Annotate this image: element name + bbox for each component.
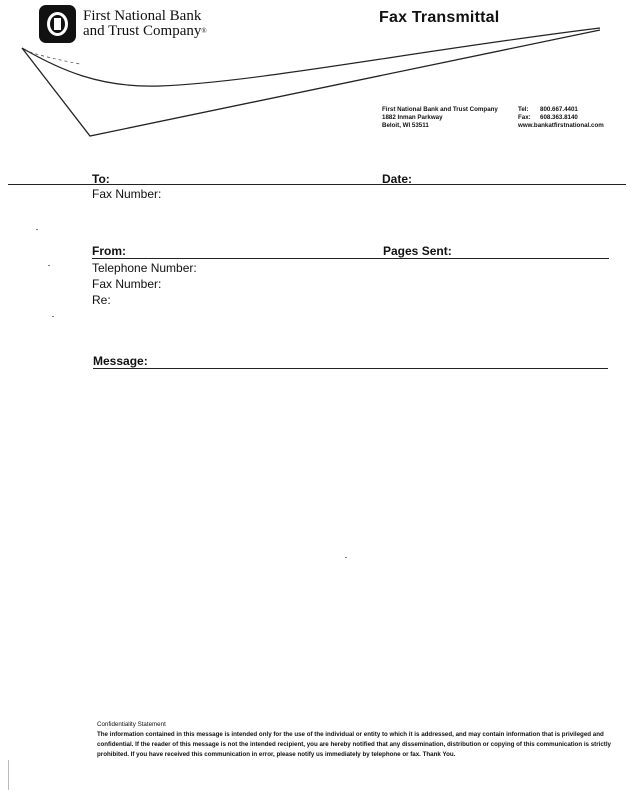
re-label: Re: [92,293,111,307]
to-date-rule[interactable] [8,184,626,185]
fax-value: 608.363.8140 [540,114,578,121]
bank-name [83,9,207,39]
to-fax-number-label: Fax Number: [92,187,162,201]
fax-label: Fax: [518,114,531,121]
bank-contact [518,106,604,130]
bank-address [382,106,498,130]
scan-speck [345,557,347,558]
pages-sent-label: Pages Sent: [383,244,452,258]
bank-name-line2: and Trust Company [83,23,202,39]
confidentiality-heading: Confidentiality Statement [97,721,166,728]
scan-speck [48,265,50,266]
scan-speck [52,316,54,317]
address-line3: Beloit, WI 53511 [382,122,429,129]
tel-value: 800.667.4401 [540,106,578,113]
scan-speck [36,229,38,230]
registered-mark: ® [201,27,207,35]
date-label: Date: [382,172,413,186]
scan-edge [8,760,9,790]
message-rule[interactable] [93,368,608,369]
from-label: From: [92,244,126,258]
bank-logo-icon [39,5,76,43]
tel-label: Tel: [518,106,529,113]
to-label: To: [92,172,110,186]
address-line1: First National Bank and Trust Company [382,106,498,113]
message-label: Message: [93,354,148,368]
from-fax-number-label: Fax Number: [92,277,162,291]
confidentiality-statement [97,720,612,760]
confidentiality-body: The information contained in this message is intended only for the use of the individual or entity to which it is addressed, and may contain information that is privileged and confidential. If the reader of this message is not the intended recipient, you are hereby notified that any dissemination, distribution or copying of this communication is strictly prohibited. If you have received this communication in error, please notify us immediately by telephone or fax. Thank You. [97,731,611,758]
telephone-number-label: Telephone Number: [92,261,197,275]
from-pages-rule[interactable] [92,258,609,259]
document-title: Fax Transmittal [379,9,500,26]
address-line2: 1882 Inman Parkway [382,114,443,121]
website-link[interactable]: www.bankatfirstnational.com [518,122,604,129]
bank-name-line1: First National Bank [83,8,202,24]
